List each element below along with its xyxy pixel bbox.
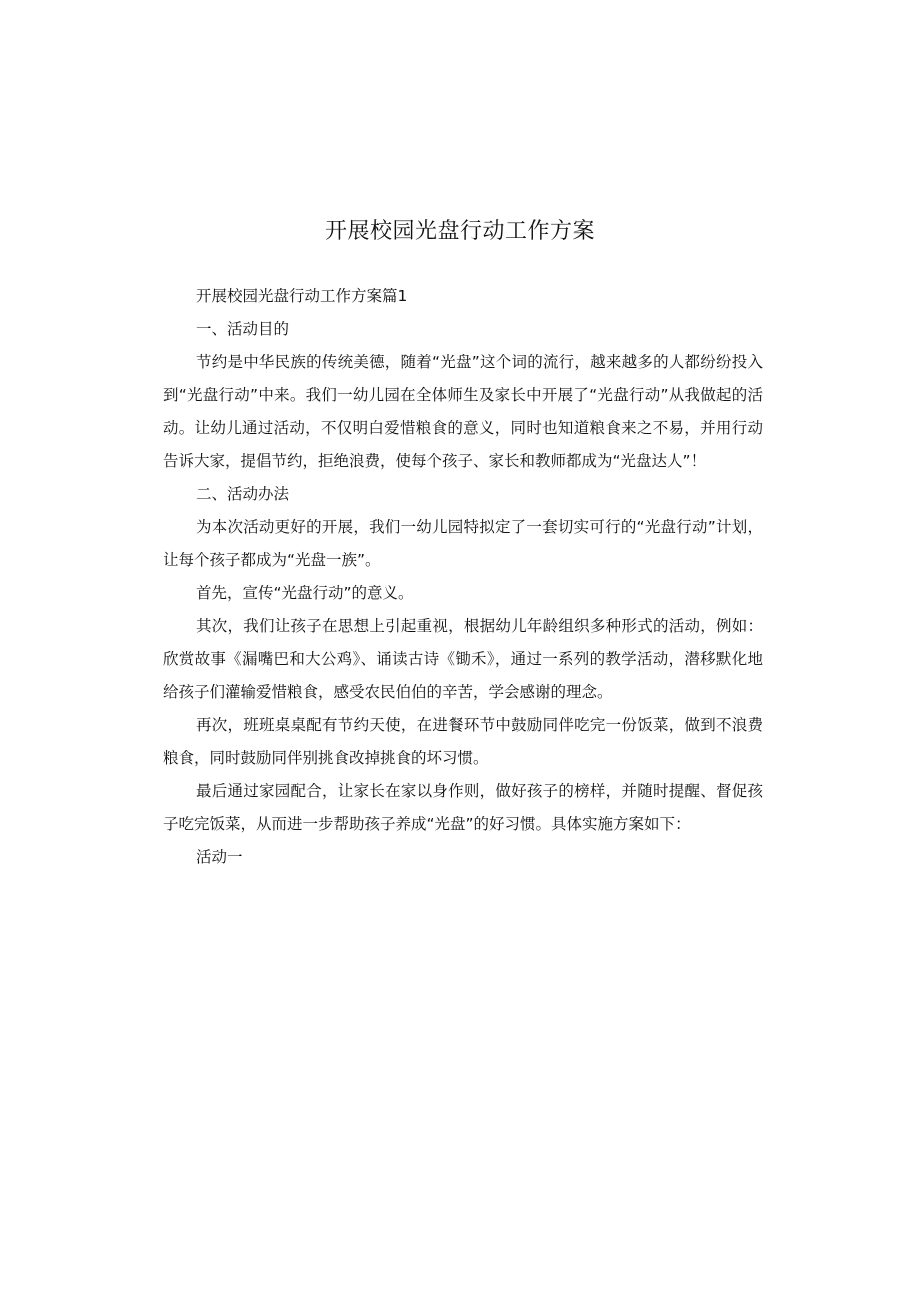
subtitle-paragraph: 开展校园光盘行动工作方案篇1: [196, 287, 408, 305]
activity-one-heading: 活动一: [196, 848, 243, 866]
method-second-paragraph: 其次，我们让孩子在思想上引起重视，根据幼儿年龄组织多种形式的活动，例如：欣赏故事《漏嘴巴和大公鸡》、诵读古诗《锄禾》，通过一系列的教学活动，潜移默化地给孩子们灌输爱惜粮食，感受农民伯伯的辛苦，学会感谢的理念。: [163, 617, 763, 701]
method-third-paragraph: 再次，班班桌桌配有节约天使，在进餐环节中鼓励同伴吃完一份饭菜，做到不浪费粮食，同时鼓励同伴别挑食改掉挑食的坏习惯。: [163, 716, 763, 767]
method-intro-paragraph: 为本次活动更好的开展，我们一幼儿园特拟定了一套切实可行的“光盘行动”计划，让每个孩子都成为“光盘一族”。: [163, 518, 763, 569]
method-first-paragraph: 首先，宣传“光盘行动”的意义。: [196, 584, 414, 602]
document-title: 开展校园光盘行动工作方案: [324, 219, 595, 244]
document-body: [163, 280, 763, 874]
purpose-paragraph: 节约是中华民族的传统美德，随着“光盘”这个词的流行，越来越多的人都纷纷投入到“光盘行动”中来。我们一幼儿园在全体师生及家长中开展了“光盘行动”从我做起的活动。让幼儿通过活动，不仅明白爱惜粮食的意义，同时也知道粮食来之不易，并用行动告诉大家，提倡节约，拒绝浪费，使每个孩子、家长和教师都成为“光盘达人”！: [163, 353, 763, 470]
method-last-paragraph: 最后通过家园配合，让家长在家以身作则，做好孩子的榜样，并随时提醒、督促孩子吃完饭菜，从而进一步帮助孩子养成“光盘”的好习惯。具体实施方案如下：: [163, 782, 763, 833]
section-heading-method: 二、活动办法: [196, 485, 290, 503]
section-heading-purpose: 一、活动目的: [196, 320, 290, 338]
